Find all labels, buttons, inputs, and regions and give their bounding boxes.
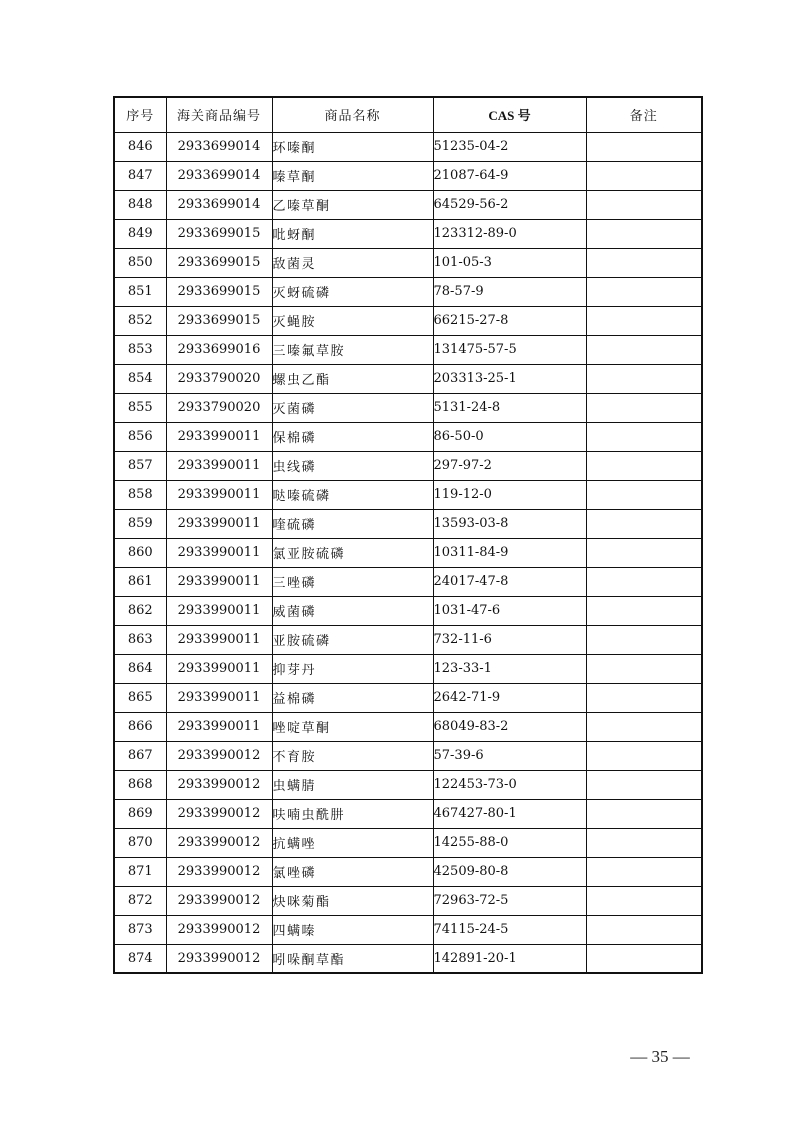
cell-customs-code: 2933990011: [166, 451, 272, 480]
table-row: [114, 886, 702, 915]
cell-serial-number: 854: [114, 364, 166, 393]
cell-remarks: [586, 248, 702, 277]
cell-remarks: [586, 944, 702, 973]
cell-serial-number: 860: [114, 538, 166, 567]
cell-cas-number: 13593-03-8: [433, 509, 586, 538]
cell-customs-code: 2933699015: [166, 306, 272, 335]
cell-cas-number: 5131-24-8: [433, 393, 586, 422]
cell-serial-number: 862: [114, 596, 166, 625]
table-row: [114, 364, 702, 393]
cell-serial-number: 859: [114, 509, 166, 538]
cell-cas-number: 14255-88-0: [433, 828, 586, 857]
page-number: — 35 —: [630, 1047, 690, 1066]
cell-customs-code: 2933990011: [166, 683, 272, 712]
cell-serial-number: 856: [114, 422, 166, 451]
table-row: [114, 625, 702, 654]
cell-serial-number: 864: [114, 654, 166, 683]
cell-remarks: [586, 335, 702, 364]
cell-product-name: 唑啶草酮: [272, 712, 433, 741]
cell-customs-code: 2933990011: [166, 422, 272, 451]
table-row: [114, 306, 702, 335]
table-row: [114, 393, 702, 422]
cell-customs-code: 2933699015: [166, 219, 272, 248]
cell-customs-code: 2933990012: [166, 799, 272, 828]
table-row: [114, 161, 702, 190]
cell-serial-number: 869: [114, 799, 166, 828]
cell-serial-number: 861: [114, 567, 166, 596]
cell-product-name: 威菌磷: [272, 596, 433, 625]
cell-cas-number: 78-57-9: [433, 277, 586, 306]
table-row: [114, 538, 702, 567]
cell-cas-number: 68049-83-2: [433, 712, 586, 741]
cell-remarks: [586, 567, 702, 596]
cell-product-name: 抑芽丹: [272, 654, 433, 683]
table-row: [114, 944, 702, 973]
cell-product-name: 喹硫磷: [272, 509, 433, 538]
cell-remarks: [586, 451, 702, 480]
cell-cas-number: 732-11-6: [433, 625, 586, 654]
cell-cas-number: 66215-27-8: [433, 306, 586, 335]
cell-customs-code: 2933790020: [166, 364, 272, 393]
table-row: [114, 422, 702, 451]
cell-serial-number: 871: [114, 857, 166, 886]
cell-remarks: [586, 712, 702, 741]
cell-remarks: [586, 480, 702, 509]
table-row: [114, 915, 702, 944]
cell-remarks: [586, 828, 702, 857]
cell-cas-number: 101-05-3: [433, 248, 586, 277]
cell-product-name: 环嗪酮: [272, 132, 433, 161]
cell-remarks: [586, 770, 702, 799]
cell-customs-code: 2933990011: [166, 596, 272, 625]
table-row: [114, 480, 702, 509]
table-row: [114, 712, 702, 741]
cell-customs-code: 2933699015: [166, 277, 272, 306]
table-row: [114, 683, 702, 712]
cell-cas-number: 122453-73-0: [433, 770, 586, 799]
cell-customs-code: 2933699014: [166, 132, 272, 161]
table-header-row: [114, 97, 702, 132]
cell-serial-number: 872: [114, 886, 166, 915]
cell-remarks: [586, 538, 702, 567]
cell-customs-code: 2933790020: [166, 393, 272, 422]
cell-product-name: 保棉磷: [272, 422, 433, 451]
cell-remarks: [586, 509, 702, 538]
cell-customs-code: 2933990012: [166, 828, 272, 857]
cell-product-name: 灭蝇胺: [272, 306, 433, 335]
cell-serial-number: 855: [114, 393, 166, 422]
cell-cas-number: 72963-72-5: [433, 886, 586, 915]
cell-remarks: [586, 393, 702, 422]
cell-remarks: [586, 219, 702, 248]
cell-remarks: [586, 422, 702, 451]
cell-customs-code: 2933990012: [166, 857, 272, 886]
cell-customs-code: 2933990012: [166, 915, 272, 944]
cell-serial-number: 848: [114, 190, 166, 219]
cell-cas-number: 64529-56-2: [433, 190, 586, 219]
table-row: [114, 451, 702, 480]
cell-remarks: [586, 654, 702, 683]
cell-cas-number: 57-39-6: [433, 741, 586, 770]
table-row: [114, 596, 702, 625]
cell-product-name: 哒嗪硫磷: [272, 480, 433, 509]
table-row: [114, 219, 702, 248]
cell-customs-code: 2933990011: [166, 538, 272, 567]
cell-product-name: 亚胺硫磷: [272, 625, 433, 654]
cell-cas-number: 86-50-0: [433, 422, 586, 451]
cell-customs-code: 2933699016: [166, 335, 272, 364]
cell-product-name: 虫螨腈: [272, 770, 433, 799]
cell-cas-number: 2642-71-9: [433, 683, 586, 712]
cell-customs-code: 2933990011: [166, 480, 272, 509]
cell-product-name: 吡蚜酮: [272, 219, 433, 248]
cell-cas-number: 51235-04-2: [433, 132, 586, 161]
cell-remarks: [586, 741, 702, 770]
cell-cas-number: 24017-47-8: [433, 567, 586, 596]
cell-remarks: [586, 857, 702, 886]
table-row: [114, 741, 702, 770]
cell-customs-code: 2933990011: [166, 625, 272, 654]
cell-serial-number: 867: [114, 741, 166, 770]
cell-remarks: [586, 625, 702, 654]
table-row: [114, 770, 702, 799]
cell-product-name: 敌菌灵: [272, 248, 433, 277]
header-serial-number: 序号: [114, 97, 166, 132]
cell-product-name: 益棉磷: [272, 683, 433, 712]
cell-customs-code: 2933699015: [166, 248, 272, 277]
cell-cas-number: 119-12-0: [433, 480, 586, 509]
cell-customs-code: 2933699014: [166, 161, 272, 190]
cell-cas-number: 123-33-1: [433, 654, 586, 683]
header-cas-number: CAS 号: [433, 97, 586, 132]
table-row: [114, 654, 702, 683]
cell-serial-number: 850: [114, 248, 166, 277]
cell-product-name: 四螨嗪: [272, 915, 433, 944]
cell-serial-number: 846: [114, 132, 166, 161]
table-row: [114, 190, 702, 219]
table-row: [114, 335, 702, 364]
cell-cas-number: 203313-25-1: [433, 364, 586, 393]
cell-remarks: [586, 915, 702, 944]
cell-cas-number: 123312-89-0: [433, 219, 586, 248]
cell-product-name: 呋喃虫酰肼: [272, 799, 433, 828]
table-row: [114, 132, 702, 161]
cell-product-name: 虫线磷: [272, 451, 433, 480]
cell-serial-number: 853: [114, 335, 166, 364]
cell-remarks: [586, 190, 702, 219]
table-row: [114, 248, 702, 277]
cell-customs-code: 2933990012: [166, 741, 272, 770]
cell-product-name: 吲哚酮草酯: [272, 944, 433, 973]
cell-customs-code: 2933699014: [166, 190, 272, 219]
cell-customs-code: 2933990011: [166, 654, 272, 683]
cell-cas-number: 21087-64-9: [433, 161, 586, 190]
cell-serial-number: 873: [114, 915, 166, 944]
cell-serial-number: 852: [114, 306, 166, 335]
cell-remarks: [586, 306, 702, 335]
cell-customs-code: 2933990011: [166, 567, 272, 596]
cell-product-name: 炔咪菊酯: [272, 886, 433, 915]
cell-product-name: 抗螨唑: [272, 828, 433, 857]
cell-serial-number: 857: [114, 451, 166, 480]
header-remarks: 备注: [586, 97, 702, 132]
cell-serial-number: 858: [114, 480, 166, 509]
table-row: [114, 857, 702, 886]
table-row: [114, 828, 702, 857]
cell-product-name: 三唑磷: [272, 567, 433, 596]
cell-serial-number: 870: [114, 828, 166, 857]
cell-serial-number: 865: [114, 683, 166, 712]
cell-remarks: [586, 132, 702, 161]
cell-remarks: [586, 364, 702, 393]
cell-cas-number: 42509-80-8: [433, 857, 586, 886]
cell-remarks: [586, 886, 702, 915]
cell-serial-number: 874: [114, 944, 166, 973]
header-product-name: 商品名称: [272, 97, 433, 132]
cell-serial-number: 851: [114, 277, 166, 306]
cell-product-name: 乙嗪草酮: [272, 190, 433, 219]
cell-remarks: [586, 799, 702, 828]
table-body: [114, 132, 702, 973]
cell-remarks: [586, 683, 702, 712]
cell-cas-number: 142891-20-1: [433, 944, 586, 973]
cell-product-name: 氯亚胺硫磷: [272, 538, 433, 567]
cell-customs-code: 2933990012: [166, 770, 272, 799]
cell-serial-number: 866: [114, 712, 166, 741]
cell-customs-code: 2933990011: [166, 712, 272, 741]
table-row: [114, 799, 702, 828]
cell-serial-number: 868: [114, 770, 166, 799]
cell-serial-number: 847: [114, 161, 166, 190]
cell-product-name: 三嗪氟草胺: [272, 335, 433, 364]
cell-cas-number: 10311-84-9: [433, 538, 586, 567]
cell-product-name: 嗪草酮: [272, 161, 433, 190]
cell-customs-code: 2933990012: [166, 886, 272, 915]
cell-cas-number: 74115-24-5: [433, 915, 586, 944]
substance-table: [113, 96, 703, 974]
table-row: [114, 277, 702, 306]
cell-product-name: 螺虫乙酯: [272, 364, 433, 393]
cell-serial-number: 849: [114, 219, 166, 248]
cell-remarks: [586, 596, 702, 625]
cell-remarks: [586, 161, 702, 190]
cell-cas-number: 297-97-2: [433, 451, 586, 480]
cell-cas-number: 467427-80-1: [433, 799, 586, 828]
cell-product-name: 灭蚜硫磷: [272, 277, 433, 306]
cell-remarks: [586, 277, 702, 306]
header-customs-code: 海关商品编号: [166, 97, 272, 132]
cell-product-name: 灭菌磷: [272, 393, 433, 422]
cell-cas-number: 1031-47-6: [433, 596, 586, 625]
cell-customs-code: 2933990012: [166, 944, 272, 973]
cell-product-name: 氯唑磷: [272, 857, 433, 886]
cell-serial-number: 863: [114, 625, 166, 654]
table-row: [114, 509, 702, 538]
cell-product-name: 不育胺: [272, 741, 433, 770]
cell-customs-code: 2933990011: [166, 509, 272, 538]
table-row: [114, 567, 702, 596]
cell-cas-number: 131475-57-5: [433, 335, 586, 364]
